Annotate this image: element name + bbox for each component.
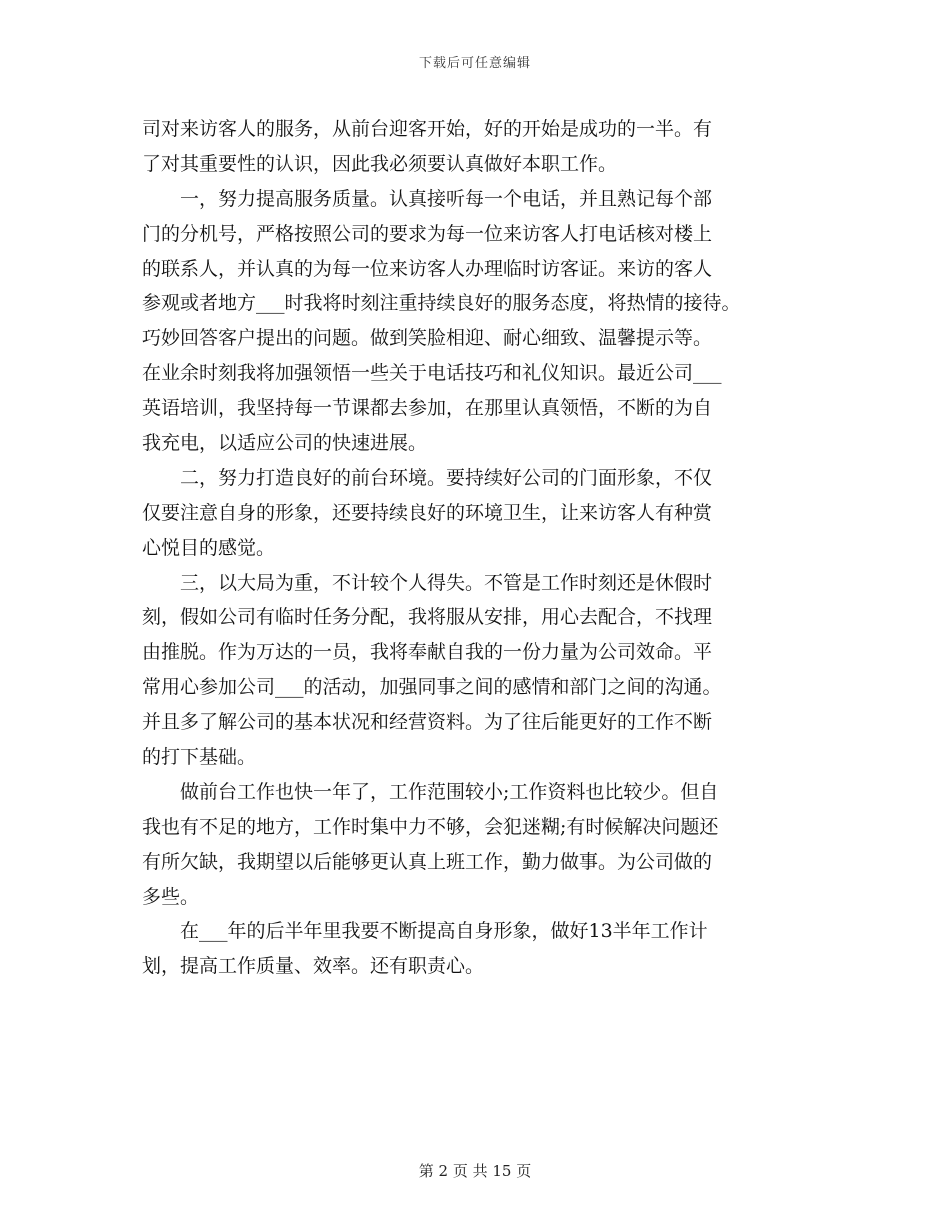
text-line: 门的分机号，严格按照公司的要求为每一位来访客人打电话核对楼上 xyxy=(142,222,713,245)
text-line: 的联系人，并认真的为每一位来访客人办理临时访客证。来访的客人 xyxy=(142,257,713,280)
text-line: 参观或者地方___时我将时刻注重持续良好的服务态度，将热情的接待。 xyxy=(142,292,741,315)
page-number-footer: 第 2 页 共 15 页 xyxy=(418,1162,532,1180)
text-line: 做前台工作也快一年了，工作范围较小;工作资料也比较少。但自 xyxy=(142,780,719,803)
text-line: 英语培训，我坚持每一节课都去参加，在那里认真领悟，不断的为自 xyxy=(142,397,713,420)
text-line: 有所欠缺，我期望以后能够更认真上班工作，勤力做事。为公司做的 xyxy=(142,850,713,873)
text-line: 心悦目的感觉。 xyxy=(142,536,276,559)
text-line: 一，努力提高服务质量。认真接听每一个电话，并且熟记每个部 xyxy=(142,187,713,210)
text-line: 在业余时刻我将加强领悟一些关于电话技巧和礼仪知识。最近公司___ xyxy=(142,362,722,385)
text-line: 二，努力打造良好的前台环境。要持续好公司的门面形象，不仅 xyxy=(142,466,713,489)
text-line: 由推脱。作为万达的一员，我将奉献自我的一份力量为公司效命。平 xyxy=(142,641,713,664)
text-line: 我充电，以适应公司的快速进展。 xyxy=(142,432,428,455)
text-line: 刻，假如公司有临时任务分配，我将服从安排，用心去配合，不找理 xyxy=(142,606,713,629)
text-line: 的打下基础。 xyxy=(142,746,257,769)
text-line: 三，以大局为重，不计较个人得失。不管是工作时刻还是休假时 xyxy=(142,571,713,594)
text-line: 了对其重要性的认识，因此我必须要认真做好本职工作。 xyxy=(142,152,618,175)
text-line: 司对来访客人的服务，从前台迎客开始，好的开始是成功的一半。有 xyxy=(142,118,713,140)
text-line: 并且多了解公司的基本状况和经营资料。为了往后能更好的工作不断 xyxy=(142,711,713,734)
document-body xyxy=(142,112,832,984)
text-line: 巧妙回答客户提出的问题。做到笑脸相迎、耐心细致、温馨提示等。 xyxy=(142,327,713,350)
text-line: 仅要注意自身的形象，还要持续良好的环境卫生，让来访客人有种赏 xyxy=(142,501,713,524)
text-line: 多些。 xyxy=(142,885,200,908)
page-header: 下载后可任意编辑 xyxy=(418,56,531,71)
text-line: 在___年的后半年里我要不断提高自身形象，做好13半年工作计 xyxy=(142,920,708,943)
text-line: 我也有不足的地方，工作时集中力不够，会犯迷糊;有时候解决问题还 xyxy=(142,815,719,838)
text-line: 常用心参加公司___的活动，加强同事之间的感情和部门之间的沟通。 xyxy=(142,676,722,699)
text-line: 划，提高工作质量、效率。还有职责心。 xyxy=(142,955,485,978)
